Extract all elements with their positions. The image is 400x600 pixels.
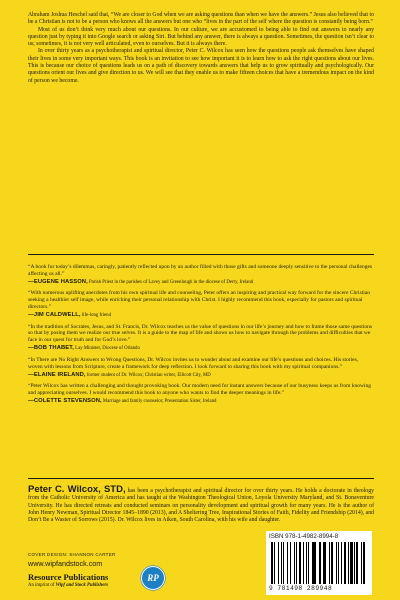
endorser-name: —COLETTE STEVENSON, (28, 397, 102, 404)
endorser-name: —ELAINE IRELAND, (28, 371, 86, 378)
barcode-stripe (283, 542, 284, 584)
barcode-stripe (329, 542, 330, 584)
endorsement-attribution (28, 345, 374, 352)
publisher-website[interactable]: www.wipfandstock.com (28, 559, 103, 568)
barcode-stripe (287, 542, 289, 584)
endorsement-attribution (28, 372, 374, 379)
barcode-stripe (271, 542, 273, 584)
imprint-name: Wipf and Stock Publishers (55, 583, 109, 588)
endorsement-quote: “With numerous uplifting anecdotes from his own spiritual life and counseling, Peter offers an inspiring and practical way forward for the sincere Christian seeking a healthier self image, while enriching their personal relationship with Christ. I highly recommend this book, especially for pastors and spiritual directors.” (28, 290, 370, 310)
isbn-label: ISBN 978-1-4982-8994-8 (269, 533, 339, 540)
barcode-stripe (290, 542, 291, 584)
divider (28, 254, 374, 255)
endorser-role: Marriage and family counselor; Presentation Sister, Ireland (101, 398, 217, 404)
imprint-prefix: An imprint of (28, 583, 56, 588)
barcode-bars (271, 542, 367, 584)
barcode-stripe (303, 542, 304, 584)
imprint-line (28, 583, 108, 588)
endorsement (28, 357, 374, 379)
intro-paragraph: Abraham Joshua Heschel said that, “We are closer to God when we are asking questions than when we have the answers.” Jesus also believed that to be a Christian is not to be a person who knows all the answers but one who “lives in the part of the self where the question is constantly being born.” (28, 12, 374, 26)
endorser-role: former student of Dr. Wilcox; Christian writer, Ellicott City, MD (85, 372, 211, 378)
endorsement-attribution (28, 312, 374, 319)
barcode-stripe (296, 542, 297, 584)
endorsement-quote: “A book for today’s dilemmas, caringly, patiently reflected upon by an author filled with those gifts and someone deeply sensitive to the personal challenges affecting us all.” (28, 264, 373, 277)
intro-text (28, 12, 374, 85)
barcode-stripe (348, 542, 349, 584)
barcode-stripe (294, 542, 295, 584)
barcode-stripe (306, 542, 308, 584)
barcode-stripe (363, 542, 365, 584)
intro-paragraph: In over thirty years as a psychotherapist and spiritual director, Peter C. Wilcox has seen how the questions people ask themselves have shaped their lives in some very important ways. This book is an invitation to see how important it is to learn how to ask the right questions about our lives. This is because our choice of questions leads us on a path of discovery towards answers that help us to grow spiritually and psychologically. Our questions orient our lives and give direction to us. We will see that they enable us to make fifteen choices that have a tremendous impact on the kind of person we become. (28, 48, 374, 84)
barcode-stripe (336, 542, 337, 584)
barcode-stripe (314, 542, 316, 584)
endorsement (28, 383, 374, 405)
endorsement-attribution (28, 398, 374, 405)
endorser-name: —EUGENE HASSON, (28, 278, 88, 285)
endorsement-attribution (28, 279, 374, 286)
endorsement (28, 264, 374, 286)
barcode-stripe (299, 542, 302, 584)
endorser-name: —JIM CALDWELL, (28, 311, 81, 318)
publisher-name: Resource Publications (28, 572, 109, 582)
endorsement (28, 290, 374, 319)
barcode-stripe (324, 542, 326, 584)
endorsements (28, 264, 374, 409)
endorser-name: —BOB THABET, (28, 345, 74, 352)
author-name: Peter C. Wilcox, STD, (28, 484, 126, 495)
barcode-stripe (323, 542, 324, 584)
barcode-stripe (354, 542, 356, 584)
barcode-stripe (356, 542, 358, 584)
barcode-stripe (341, 542, 342, 584)
divider (28, 478, 374, 479)
author-bio (28, 486, 374, 524)
author-bio-text: has been a psychotherapist and spiritual director for over thirty years. He holds a doctorate in theology from the Catholic University of America and has taught at the Washington Theological Union, Loyola University Maryland, and St. Bonaventure University. He has directed retreats and conducted seminars on personality development and spiritual growth for many years. He is the author of John Henry Newman, Spiritual Director 1845–1890 (2013), and A Sheltering Tree, Inspirational Stories of Faith, Fidelity and Friendship (2014), and Don’t Be a Waster of Sorrows (2015). Dr. Wilcox lives in Aiken, South Carolina, with his wife and daughter. (28, 488, 374, 524)
barcode-stripe (350, 542, 353, 584)
endorser-role: Lay Minister, Diocese of Orlando (73, 346, 140, 352)
endorsement-quote: “In the tradition of Socrates, Jesus, and St. Francis, Dr. Wilcox teaches us the value of questions in our life’s journey and how to frame those same questions so that by posing them we realize our true selves. It is a guide to the map of life and shows us how to navigate through the problems and difficulties that we face in our quest for truth and for God’s love.” (28, 323, 372, 344)
barcode-stripe (319, 542, 321, 584)
publisher-logo: RP (141, 566, 165, 590)
barcode-stripe (308, 542, 309, 584)
barcode-stripe (274, 542, 276, 584)
barcode-stripe (312, 542, 314, 584)
endorser-role: Parish Priest in the parishes of Lavey and Greenlough in the diocese of Derry, Ireland (87, 279, 254, 285)
barcode-digits: 9 781498 289948 (269, 585, 333, 592)
barcode (266, 531, 372, 595)
barcode-stripe (344, 542, 346, 584)
intro-paragraph: Most of us don’t think very much about our questions. In our culture, we are accustomed to being able to find out answers to nearly any question just by typing it into Google search or asking Siri. But behind any answer, there is always a question. Sometimes, the question isn’t clear to us; sometimes, it is not very well articulated, even to ourselves. But it is always there. (28, 26, 374, 48)
barcode-stripe (278, 542, 279, 584)
barcode-stripe (338, 542, 339, 584)
barcode-stripe (281, 542, 282, 584)
endorsement (28, 324, 374, 353)
barcode-stripe (331, 542, 333, 584)
barcode-stripe (361, 542, 363, 584)
cover-design-credit: COVER DESIGN: SHANNON CARTER (28, 552, 116, 557)
endorser-role: life-long friend (80, 312, 111, 318)
endorsement-quote: “In There are No Right Answers to Wrong Questions, Dr. Wilcox invites us to wonder about and examine our life’s questions and choices. His stories, woven with lessons from Scripture, create a framework for deep reflection. I look forward to sharing this book with my spiritual companions.” (28, 356, 359, 370)
endorsement-quote: “Peter Wilcox has written a challenging and thought provoking book. Our modern need for instant answers because of our busyness keeps us from knowing and appreciating ourselves. I would recommend this book to anyone who wants to find the deeper meanings in life.” (28, 383, 372, 396)
